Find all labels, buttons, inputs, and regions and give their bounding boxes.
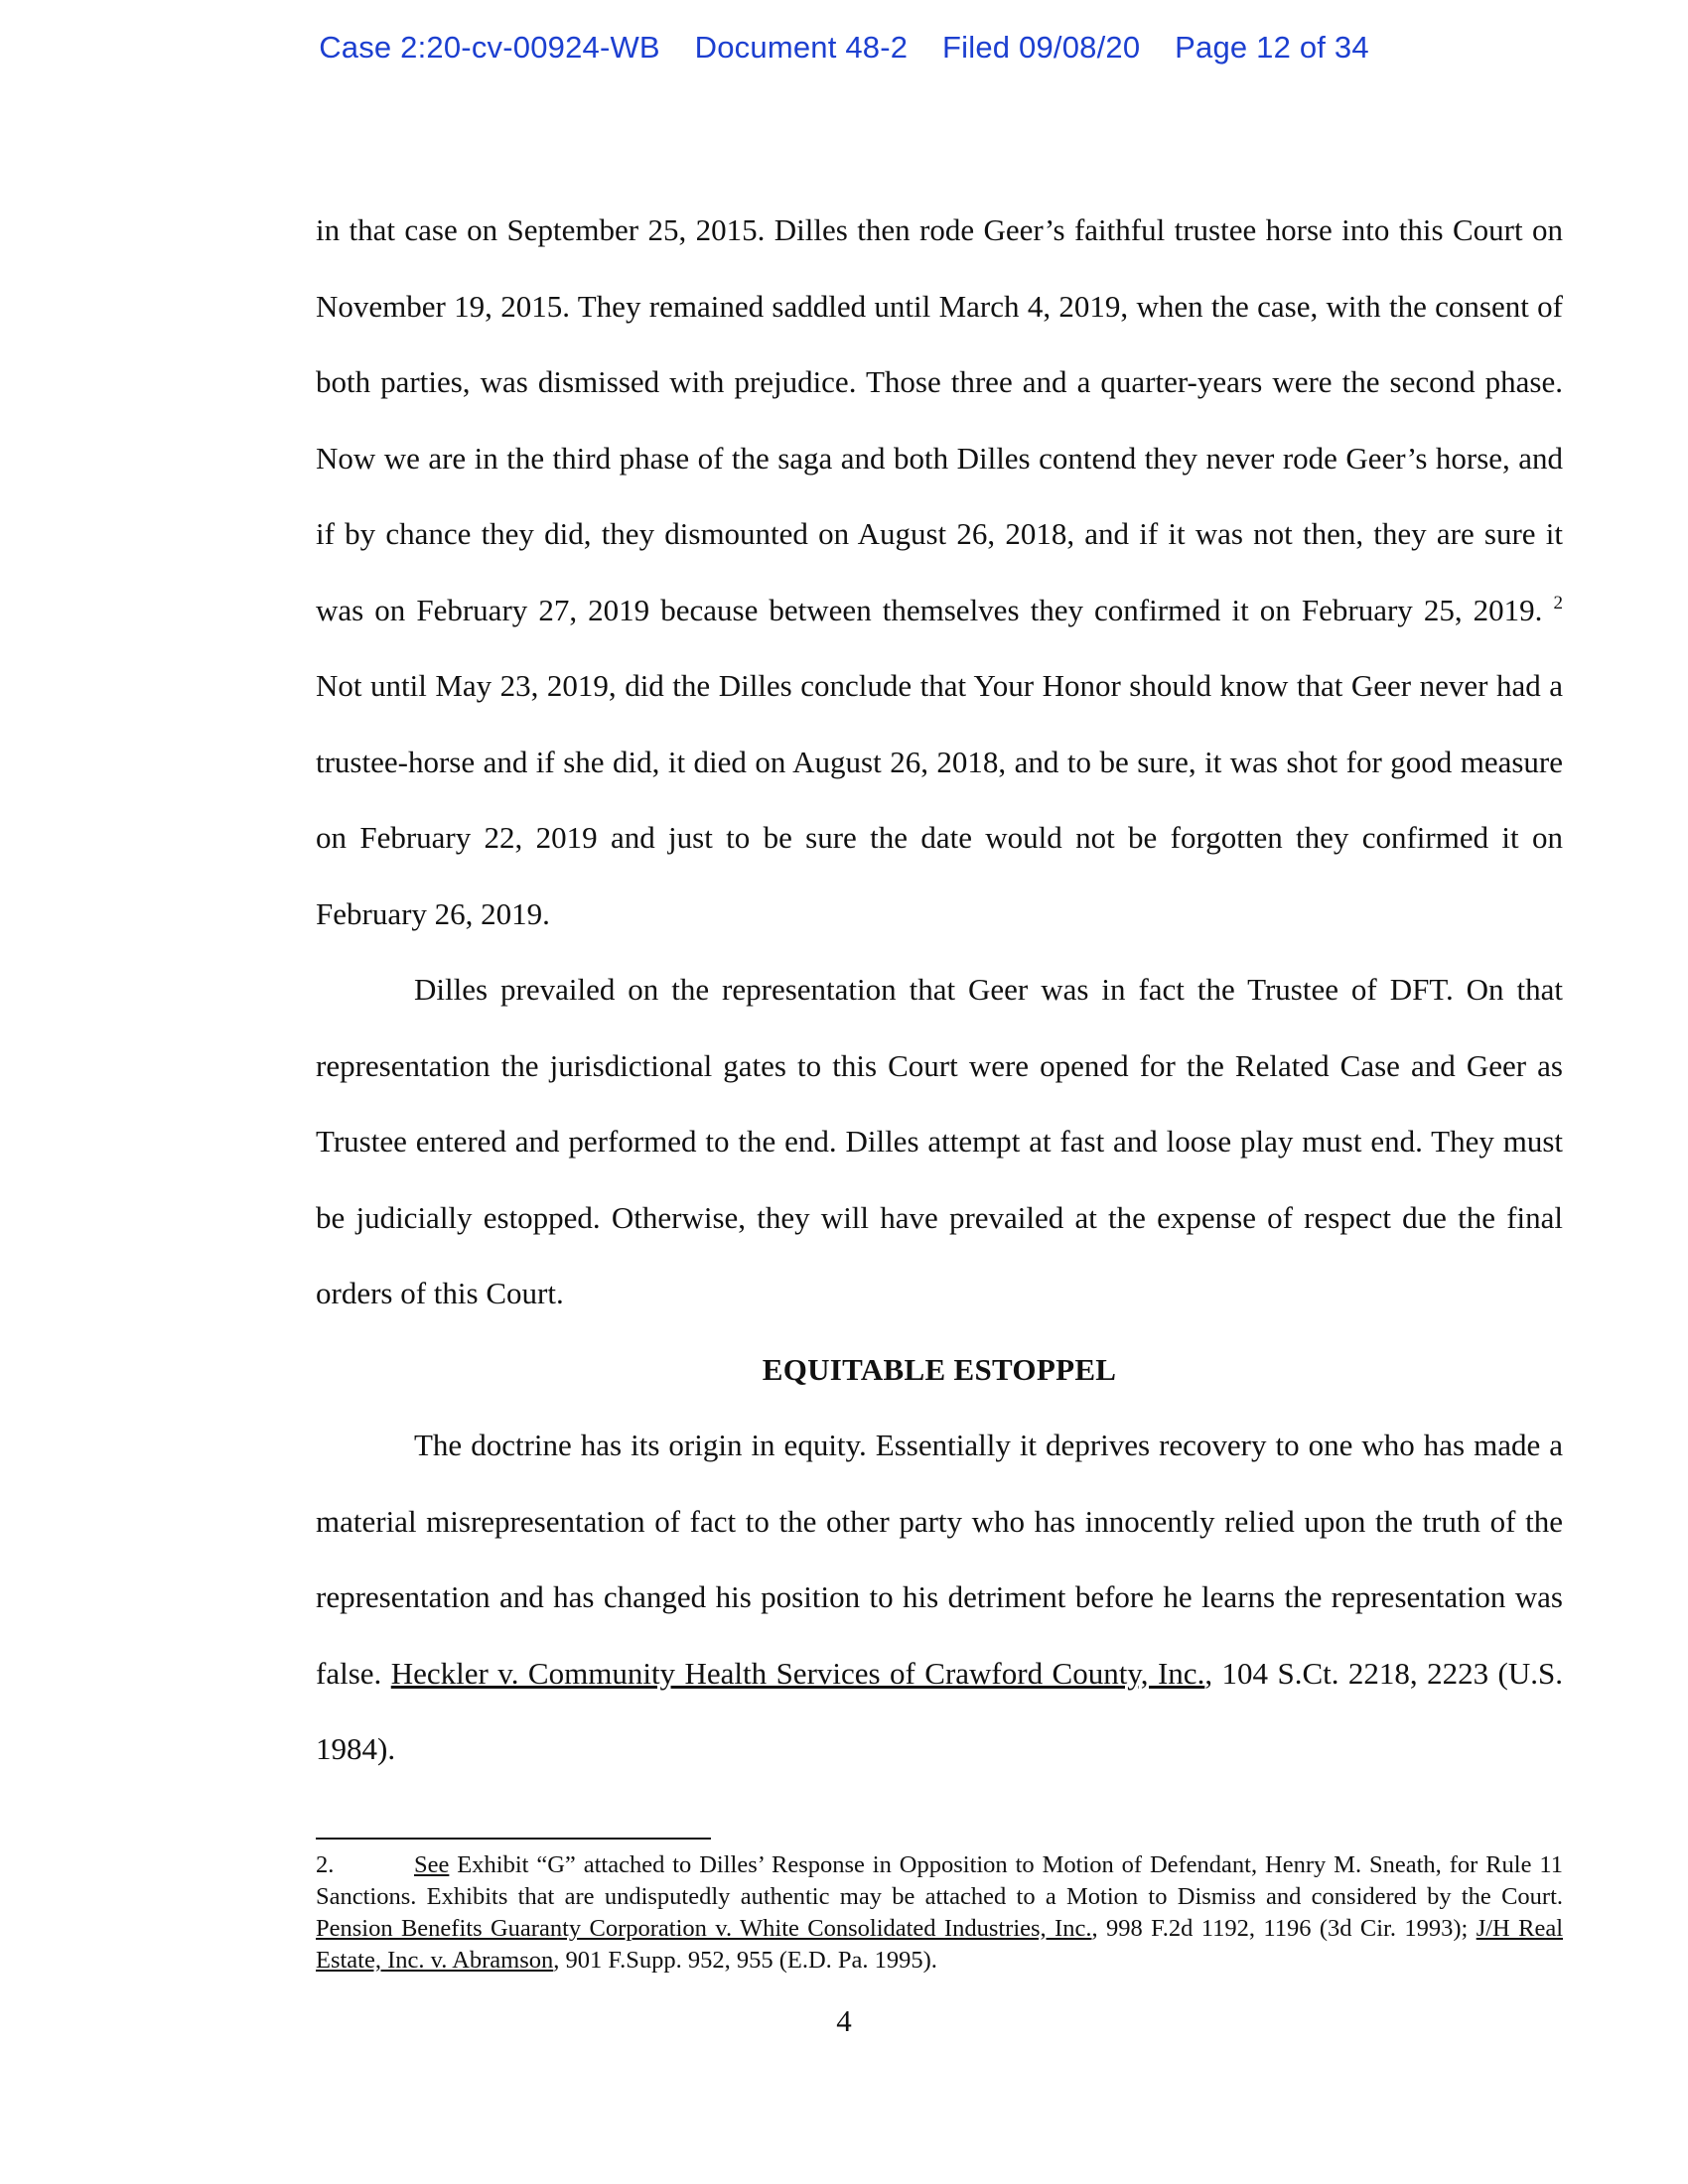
document-number: Document 48-2 xyxy=(694,30,909,65)
footnote-text: Exhibit “G” attached to Dilles’ Response in Opposition to Motion of Defendant, Henry M. Sneath, for Rule 11 Sanctions. Exhibits that are undisputedly authentic may be attached to a Motion to Dismiss and considered by the Court. xyxy=(316,1851,1563,1910)
paragraph-saga xyxy=(316,193,1563,952)
footnote-reference: 2 xyxy=(1553,592,1563,614)
footnote-citation: J/H Real Estate, Inc. v. Abramson xyxy=(316,1915,1563,1974)
paragraph-doctrine xyxy=(316,1408,1563,1788)
document-body xyxy=(316,193,1563,1788)
footnote xyxy=(316,1849,1563,1977)
footnote-text: , 901 F.Supp. 952, 955 (E.D. Pa. 1995). xyxy=(553,1947,937,1974)
paragraph-text: The doctrine has its origin in equity. Essentially it deprives recovery to one who has made a material misrepresentation of fact to the other party who has innocently relied upon the truth of the representation and has changed his position to his detriment before he learns the representation was false. xyxy=(316,1428,1563,1691)
page-number: 4 xyxy=(836,2003,852,2038)
case-number: Case 2:20-cv-00924-WB xyxy=(319,30,660,65)
paragraph-text: , 104 S.Ct. 2218, 2223 (U.S. 1984). xyxy=(316,1655,1564,1766)
paragraph-text: in that case on September 25, 2015. Dilles then rode Geer’s faithful trustee horse into this Court on November 19, 2015. They remained saddled until March 4, 2019, when the case, with the consent of both parties, was dismissed with prejudice. Those three and a quarter-years were the second phase. Now we are in the third phase of the saga and both Dilles contend they never rode Geer’s horse, and if by chance they did, they dismounted on August 26, 2018, and if it was not then, they are sure it was on February 27, 2019 because between themselves they confirmed it on February 25, 2019. xyxy=(316,212,1563,627)
section-heading: EQUITABLE ESTOPPEL xyxy=(762,1351,1117,1387)
footnote-separator xyxy=(316,1838,711,1840)
footnote-signal: See xyxy=(414,1851,450,1878)
case-citation: Heckler v. Community Health Services of Crawford County, Inc. xyxy=(390,1655,1205,1691)
footnote-citation: Pension Benefits Guaranty Corporation v. White Consolidated Industries, Inc. xyxy=(316,1915,1092,1942)
court-filing-stamp xyxy=(0,30,1688,66)
filed-date: Filed 09/08/20 xyxy=(942,30,1141,65)
paragraph-text: Not until May 23, 2019, did the Dilles conclude that Your Honor should know that Geer never had a trustee-horse and if she did, it died on August 26, 2018, and to be sure, it was shot for good measure on February 22, 2019 and just to be sure the date would not be forgotten they confirmed it on February 26, 2019. xyxy=(316,668,1563,931)
paragraph-estoppel-argument: Dilles prevailed on the representation that Geer was in fact the Trustee of DFT. On that representation the jurisdictional gates to this Court were opened for the Related Case and Geer as Trustee entered and performed to the end. Dilles attempt at fast and loose play must end. They must be judicially estopped. Otherwise, they will have prevailed at the expense of respect due the final orders of this Court. xyxy=(316,972,1563,1310)
footnote-text: , 998 F.2d 1192, 1196 (3d Cir. 1993); xyxy=(1091,1915,1477,1942)
page-indicator: Page 12 of 34 xyxy=(1175,30,1369,65)
footnote-number: 2. xyxy=(316,1851,335,1878)
